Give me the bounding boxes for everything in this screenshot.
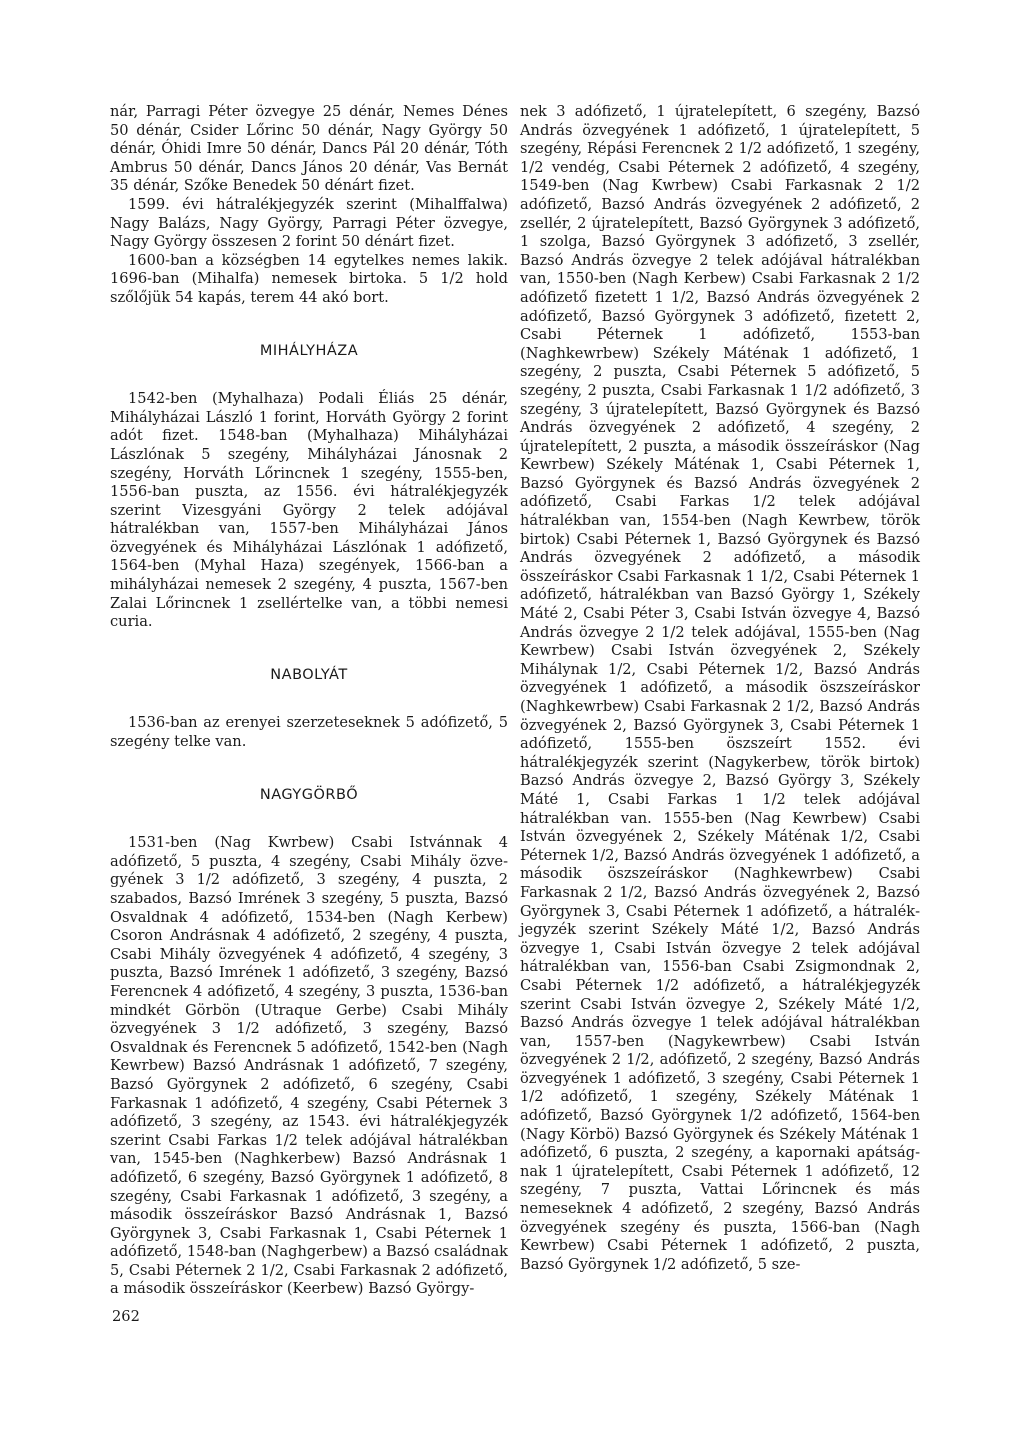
paragraph-1600: 1600-ban a községben 14 egytelkes nemes lakik. 1696-ban (Mihalfa) nemesek birtoka. 5 1/2 hold szőlőjük 54 kapás, terem 44 akó bort. [110, 251, 508, 306]
paragraph-mihalyhaza: 1542-ben (Myhalhaza) Podali Éliás 25 dénár, Mihályházai László 1 forint, Horváth György 2 forint adót fizet. 1548-ban (Myhalhaza) Mihályházai Lászlónak 5 szegény, Mihályházai Jánosnak 2 szegény, Horváth Lőrincnek 1 szegény, 1555-ben, 1556-ban puszta, az 1556. évi hátralékjegyzék szerint Vizesgyáni György 2 telek adójával hátralékban van, 1557-ben Mihályházai János özvegyének és Mihályházai Lászlónak 1 adófizető, 1564-ben (Myhal Haza) szegények, 1566-ban a mihályházai nemesek 2 szegény, 4 puszta, 1567-ben Zalai Lőrincnek 1 zsellértelke van, a többi nemesi curia. [110, 390, 508, 631]
left-column [110, 103, 508, 1299]
paragraph-continuation: nek 3 adófizető, 1 újratelepített, 6 szegény, Bazsó András özvegyének 1 adófizető, 1 újratelepített, 5 szegény, Répási Ferencnek 2 1/2 adófizető, 1 szegény, 1/2 vendég, Csabi Péternek 2 adófizető, 4 szegény, 1549-ben (Nag Kwrbew) Csabi Farkasnak 2 1/2 adófizető, Bazsó András özvegyének 2 adófizető, 2 zsellér, 2 újratelepített, Bazsó Györgynek 3 adófizető, 1 szolga, Bazsó Györgynek 3 adófizető, 3 zsellér, Bazsó András özvegye 2 telek adójával hátralékban van, 1550-ben (Nagh Kerbew) Csabi Farkasnak 2 1/2 adófizető fizetett 1 1/2, Bazsó András özvegyének 2 adófizető, Bazsó Györgynek 3 adófizető, fizetett 2, Csabi Péternek 1 adófizető, 1553-ban (Naghkewrbew) Székely Máténak 1 adófizető, 1 szegény, 2 puszta, Csabi Péternek 5 adófizető, 5 szegény, 2 puszta, Csabi Farkasnak 1 1/2 adófizető, 3 szegény, 3 újratelepített, Bazsó Györgynek és Bazsó András özvegyének 2 adófizető, 4 szegény, 2 újratelepített, 2 puszta, a második összeíráskor (Nag Kewrbew) Székely Máténak 1, Csabi Péternek 1, Bazsó Györgynek és Bazsó András özvegyének 2 adófizető, Csabi Farkas 1/2 telek adójával hátralékban van, 1554-ben (Nagh Kewrbew, török birtok) Csabi Péternek 1, Bazsó Györgynek és Bazsó András özvegyének 2 adófizető, a második összeíráskor Csabi Farkasnak 1 1/2, Csabi Péternek 1 adófizető, hátralékban van Bazsó György 1, Székely Máté 2, Csabi Péter 3, Csabi István özvegye 4, Bazsó András özvegye 2 1/2 telek adójával, 1555-ben (Nag Kewrbew) Csabi István özvegyének 2, Székely Mihálynak 1/2, Csabi Péternek 1/2, Bazsó András özvegyének 1 adófizető, a második öszszeíráskor (Naghkewrbew) Csabi Farkasnak 2 1/2, Bazsó András özvegyének 2, Bazsó Györgynek 3, Csabi Péternek 1 adófizető, 1555-ben öszszeírt 1552. évi hátralékjegyzék szerint (Nagykerbew, török birtok) Bazsó András özvegye 2, Bazsó György 3, Székely Máté 1, Csabi Farkas 1 1/2 telek adójával hátralékban van. 1555-ben (Nag Kewrbew) Csabi István özvegyének 2, Székely Máténak 1/2, Csabi Péternek 1/2, Bazsó András özvegyének 1 adófizető, a második öszszeíráskor (Naghkewrbew) Csabi Farkasnak 2 1/2, Bazsó András özvegyének 2, Bazsó Györgynek 3, Csabi Péternek 1 adófizető, a hátralékjegyzék szerint Székely Máté 1/2, Bazsó András özvegye 1, Csabi István özvegye 2 telek adójával hátralékban van, 1556-ban Csabi Zsigmondnak 2, Csabi Péternek 1/2 adófizető, a hátralékjegyzék szerint Csabi István özvegye 2, Székely Máté 1/2, Bazsó András özvegye 1 telek adójával hátralékban van, 1557-ben (Nagykewrbew) Csabi István özvegyének 2 1/2, adófizető, 2 szegény, Bazsó András özvegyének 1 adófizető, 3 szegény, Csabi Péternek 1 1/2 adófizető, 1 szegény, Székely Máténak 1 adófizető, Bazsó Györgynek 1/2 adófizető, 1564-ben (Nagy Körbö) Bazsó Györgynek és Székely Máténak 1 adófizető, 6 puszta, 2 szegény, a kapornaki apátságnak 1 újratelepített, Csabi Péternek 1 adófizető, 12 szegény, 7 puszta, Vattai Lőrincnek és más nemeseknek 4 adófizető, 2 szegény, Bazsó András özvegyének szegény és puszta, 1566-ban (Nagh Kewrbew) Csabi Péternek 1 adófizető, 2 puszta, Bazsó Györgynek 1/2 adófizető, 5 sze- [520, 103, 920, 1273]
paragraph-nagygorbo: 1531-ben (Nag Kwrbew) Csabi Istvánnak 4 adófizető, 5 puszta, 4 szegény, Csabi Mihály özvegyének 3 1/2 adófizető, 3 szegény, 4 puszta, 2 szabados, Bazsó Imrének 3 szegény, 5 puszta, Bazsó Osvaldnak 4 adófizető, 1534-ben (Nagh Kerbew) Csoron Andrásnak 4 adófizető, 2 szegény, 4 puszta, Csabi Mihály özvegyének 4 adófizető, 4 szegény, 3 puszta, Bazsó Imrének 1 adófizető, 3 szegény, Bazsó Ferencnek 4 adófizető, 4 szegény, 3 puszta, 1536-ban mindkét Görbön (Utraque Gerbe) Csabi Mihály özvegyének 3 1/2 adófizető, 3 szegény, Bazsó Osvaldnak és Ferencnek 5 adófizető, 1542-ben (Nagh Kewrbew) Bazsó Andrásnak 1 adófizető, 7 szegény, Bazsó Györgynek 2 adófizető, 6 szegény, Csabi Farkasnak 1 adófizető, 4 szegény, Csabi Péternek 3 adófizető, 3 szegény, az 1543. évi hátralékjegyzék szerint Csabi Farkas 1/2 telek adójával hátralékban van, 1545-ben (Naghkerbew) Bazsó Andrásnak 1 adófizető, 6 szegény, Bazsó Györgynek 1 adófizető, 8 szegény, Csabi Farkasnak 1 adófizető, 3 szegény, a második összeíráskor Bazsó Andrásnak 1, Bazsó Györgynek 3, Csabi Farkasnak 1, Csabi Péternek 1 adófizető, 1548-ban (Naghgerbew) a Bazsó családnak 5, Csabi Péternek 2 1/2, Csabi Farkasnak 2 adófizető, a második összeíráskor (Keerbew) Bazsó György- [110, 834, 509, 1298]
heading-nabolyat: NABOLYÁT [270, 666, 348, 683]
heading-nagygorbo: NAGYGÖRBŐ [259, 786, 359, 803]
paragraph-nabolyat: 1536-ban az erenyei szerzeteseknek 5 adófizető, 5 szegény telke van. [110, 714, 508, 751]
heading-mihalyhaza: MIHÁLYHÁZA [259, 342, 359, 359]
right-column [520, 103, 920, 1274]
paragraph-1599: 1599. évi hátralékjegyzék szerint (Mihalffalwa) Nagy Balázs, Nagy György, Parragi Péter özvegye, Nagy György összesen 2 forint 50 dénárt fizet. [110, 195, 508, 251]
page-number: 262 [112, 1308, 140, 1325]
paragraph-intro: nár, Parragi Péter özvegye 25 dénár, Nemes Dénes 50 dénár, Csider Lőrinc 50 dénár, Nagy György 50 dénár, Óhidi Imre 50 dénár, Dancs Pál 20 dénár, Tóth Ambrus 50 dénár, Dancs János 20 dénár, Vas Bernát 35 dénár, Szőke Benedek 50 dénárt fizet. [110, 103, 508, 195]
